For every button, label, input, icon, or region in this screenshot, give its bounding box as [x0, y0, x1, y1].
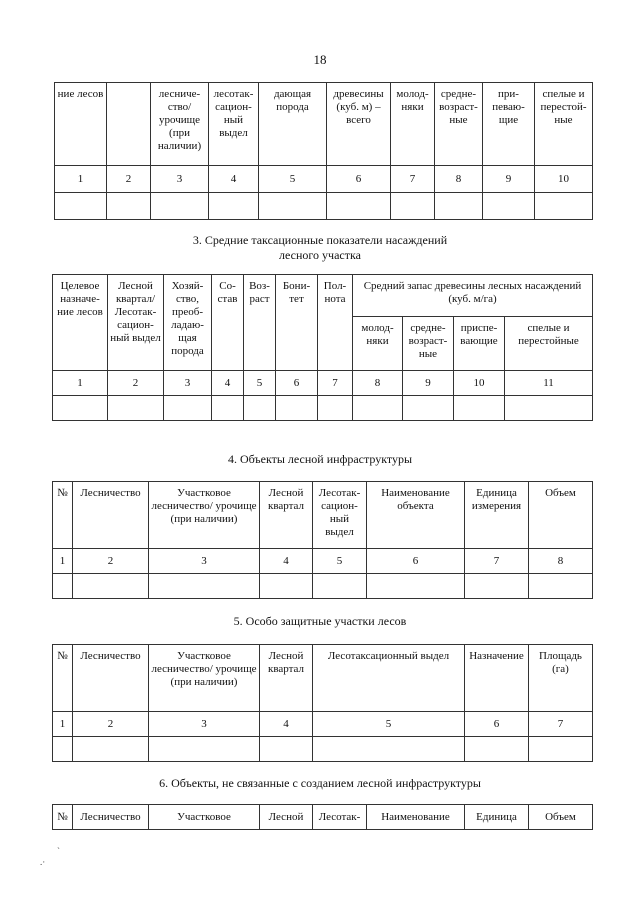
column-number-row	[53, 371, 593, 396]
column-number-cell: 6	[276, 371, 318, 396]
header-cell: Лесничество	[73, 805, 149, 830]
header-cell: Участковое лесничество/ урочище (при наличии)	[149, 482, 260, 549]
subheader-cell: спелые и перестойные	[505, 317, 593, 371]
empty-cell	[353, 396, 403, 421]
empty-cell	[164, 396, 212, 421]
empty-cell	[505, 396, 593, 421]
header-cell: Лесной квартал	[260, 482, 313, 549]
column-number-row	[53, 549, 593, 574]
column-number-cell: 2	[108, 371, 164, 396]
empty-cell	[53, 396, 108, 421]
scan-speck: .·	[40, 857, 46, 867]
header-cell: Пол-нота	[318, 275, 353, 371]
empty-cell	[403, 396, 454, 421]
header-cell: Площадь (га)	[529, 645, 593, 712]
column-number-cell: 8	[435, 166, 483, 193]
empty-cell	[465, 574, 529, 599]
header-cell: Лесной	[260, 805, 313, 830]
column-number-cell: 5	[259, 166, 327, 193]
table-average-taxation-indicators	[52, 274, 593, 421]
column-number-cell: 9	[403, 371, 454, 396]
table-forest-infrastructure	[52, 481, 593, 599]
header-cell: Единица	[465, 805, 529, 830]
header-cell: Наименование объекта	[367, 482, 465, 549]
table-header-row	[53, 805, 593, 830]
column-number-cell: 4	[260, 549, 313, 574]
empty-cell	[73, 737, 149, 762]
column-number-cell: 7	[391, 166, 435, 193]
header-cell: Участковое лесничество/ урочище (при наличии)	[149, 645, 260, 712]
header-cell: Лесной квартал	[260, 645, 313, 712]
column-number-cell: 5	[313, 549, 367, 574]
empty-data-row	[53, 737, 593, 762]
empty-cell	[529, 574, 593, 599]
column-number-cell: 3	[151, 166, 209, 193]
column-number-cell: 10	[454, 371, 505, 396]
column-number-cell: 1	[55, 166, 107, 193]
empty-cell	[313, 574, 367, 599]
group-header-cell: Средний запас древесины лесных насаждений (куб. м/га)	[353, 275, 593, 317]
empty-cell	[391, 193, 435, 220]
header-cell: Лесничество	[73, 645, 149, 712]
empty-cell	[260, 737, 313, 762]
empty-cell	[327, 193, 391, 220]
column-number-cell: 2	[73, 549, 149, 574]
empty-cell	[212, 396, 244, 421]
table-header-row	[55, 83, 593, 166]
empty-data-row	[53, 574, 593, 599]
column-number-cell: 5	[313, 712, 465, 737]
subheader-cell: приспе-вающие	[454, 317, 505, 371]
subheader-cell: молод-няки	[353, 317, 403, 371]
header-cell: Участковое	[149, 805, 260, 830]
empty-cell	[276, 396, 318, 421]
header-cell: №	[53, 482, 73, 549]
header-cell: Объем	[529, 805, 593, 830]
empty-cell	[107, 193, 151, 220]
column-number-cell: 8	[353, 371, 403, 396]
header-cell: Бони-тет	[276, 275, 318, 371]
empty-cell	[53, 574, 73, 599]
empty-cell	[149, 737, 260, 762]
header-cell: №	[53, 805, 73, 830]
column-number-cell: 9	[483, 166, 535, 193]
header-cell: спелые и перестой-ные	[535, 83, 593, 166]
column-number-cell: 7	[529, 712, 593, 737]
header-cell: древесины (куб. м) – всего	[327, 83, 391, 166]
empty-cell	[318, 396, 353, 421]
header-cell: Целевое назначе-ние лесов	[53, 275, 108, 371]
section-6-title: 6. Объекты, не связанные с созданием лесной инфраструктуры	[159, 776, 481, 790]
empty-cell	[108, 396, 164, 421]
header-cell: дающая порода	[259, 83, 327, 166]
header-cell: лесотак-сацион-ный выдел	[209, 83, 259, 166]
subheader-cell: средне-возраст-ные	[403, 317, 454, 371]
column-number-cell: 7	[318, 371, 353, 396]
column-number-cell: 6	[367, 549, 465, 574]
header-cell: Со-став	[212, 275, 244, 371]
empty-data-row	[53, 396, 593, 421]
column-number-cell: 5	[244, 371, 276, 396]
header-cell: Воз-раст	[244, 275, 276, 371]
column-number-row	[55, 166, 593, 193]
column-number-cell: 1	[53, 549, 73, 574]
empty-cell	[259, 193, 327, 220]
scan-speck: `	[57, 846, 60, 856]
header-cell: №	[53, 645, 73, 712]
column-number-row	[53, 712, 593, 737]
empty-cell	[55, 193, 107, 220]
header-cell: Назначение	[465, 645, 529, 712]
section-5-title: 5. Особо защитные участки лесов	[233, 614, 407, 628]
empty-cell	[535, 193, 593, 220]
column-number-cell: 2	[107, 166, 151, 193]
header-cell	[107, 83, 151, 166]
column-number-cell: 3	[149, 549, 260, 574]
header-cell: Лесотаксационный выдел	[313, 645, 465, 712]
header-cell: молод-няки	[391, 83, 435, 166]
empty-cell	[260, 574, 313, 599]
column-number-cell: 4	[209, 166, 259, 193]
section-4-title: 4. Объекты лесной инфраструктуры	[227, 452, 413, 466]
table-header-row	[53, 482, 593, 549]
empty-cell	[435, 193, 483, 220]
column-number-cell: 3	[164, 371, 212, 396]
section-3-title: 3. Средние таксационные показатели насаждений лесного участка	[192, 233, 448, 262]
column-number-cell: 2	[73, 712, 149, 737]
empty-cell	[454, 396, 505, 421]
column-number-cell: 4	[260, 712, 313, 737]
empty-cell	[465, 737, 529, 762]
column-number-cell: 10	[535, 166, 593, 193]
column-number-cell: 1	[53, 371, 108, 396]
table-header-row	[53, 645, 593, 712]
empty-cell	[151, 193, 209, 220]
empty-data-row	[55, 193, 593, 220]
header-cell: при-певаю-щие	[483, 83, 535, 166]
column-number-cell: 4	[212, 371, 244, 396]
header-cell: Лесной квартал/ Лесотак-сацион-ный выдел	[108, 275, 164, 371]
column-number-cell: 6	[327, 166, 391, 193]
header-cell: Наименование	[367, 805, 465, 830]
page-number: 18	[313, 52, 327, 67]
table-forest-stock-continued	[54, 82, 593, 220]
header-cell: средне-возраст-ные	[435, 83, 483, 166]
header-cell: Единица измерения	[465, 482, 529, 549]
empty-cell	[149, 574, 260, 599]
table-specially-protected-areas	[52, 644, 593, 762]
header-cell: лесниче-ство/ урочище (при наличии)	[151, 83, 209, 166]
header-cell: Объем	[529, 482, 593, 549]
empty-cell	[483, 193, 535, 220]
header-cell: Лесотак-сацион-ный выдел	[313, 482, 367, 549]
empty-cell	[313, 737, 465, 762]
column-number-cell: 8	[529, 549, 593, 574]
header-cell: Хозяй-ство, преоб-ладаю-щая порода	[164, 275, 212, 371]
empty-cell	[209, 193, 259, 220]
column-number-cell: 7	[465, 549, 529, 574]
table-header-row	[53, 275, 593, 317]
column-number-cell: 11	[505, 371, 593, 396]
empty-cell	[73, 574, 149, 599]
table-non-infrastructure-objects	[52, 804, 593, 830]
column-number-cell: 6	[465, 712, 529, 737]
empty-cell	[367, 574, 465, 599]
empty-cell	[244, 396, 276, 421]
header-cell: ние лесов	[55, 83, 107, 166]
header-cell: Лесничество	[73, 482, 149, 549]
column-number-cell: 1	[53, 712, 73, 737]
header-cell: Лесотак-	[313, 805, 367, 830]
column-number-cell: 3	[149, 712, 260, 737]
empty-cell	[529, 737, 593, 762]
empty-cell	[53, 737, 73, 762]
